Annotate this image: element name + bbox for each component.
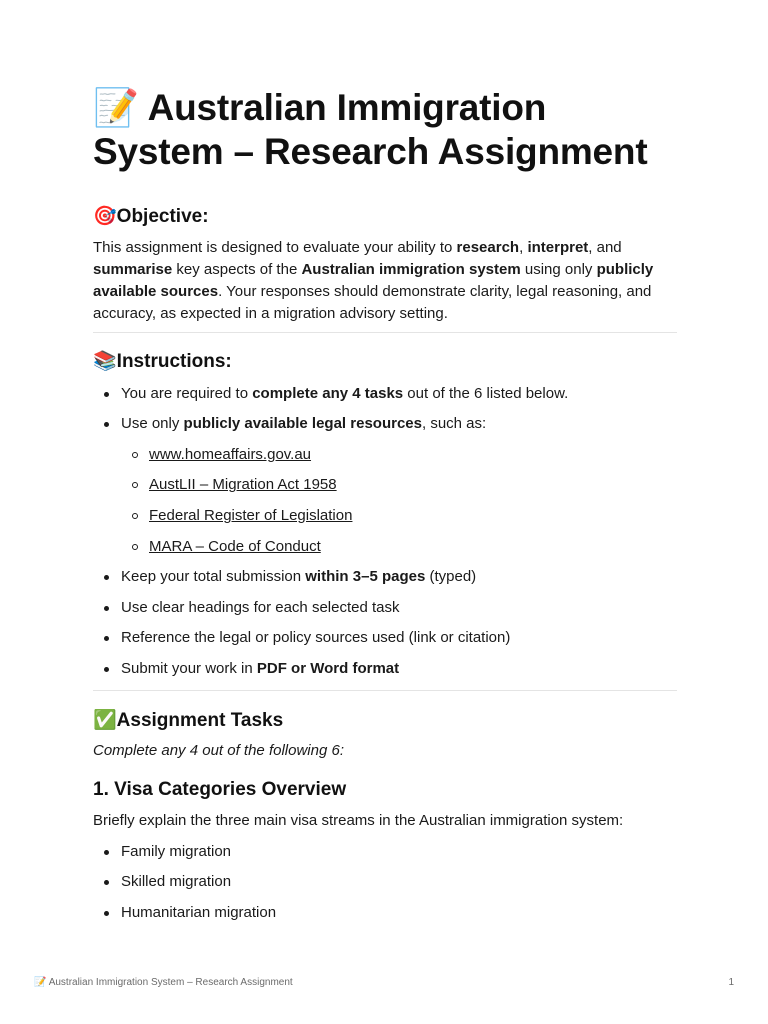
objective-paragraph (93, 237, 677, 325)
divider (93, 332, 677, 333)
check-mark-icon: ✅ (93, 708, 117, 731)
divider (93, 690, 677, 691)
objective-text: key aspects of the (172, 261, 302, 278)
objective-bold: summarise (93, 261, 173, 278)
objective-text: using only (520, 261, 597, 278)
link-austlii[interactable]: AustLII – Migration Act 1958 (149, 476, 337, 494)
list-item (121, 474, 677, 496)
objective-text: , and (588, 239, 622, 256)
tasks-subtitle: Complete any 4 out of the following 6: (93, 741, 344, 759)
item-bold: within 3–5 pages (305, 568, 426, 586)
task-1-title: 1. Visa Categories Overview (93, 778, 347, 800)
books-icon: 📚 (93, 350, 117, 372)
instructions-heading-text: Instructions: (116, 351, 232, 372)
list-item (121, 536, 677, 558)
page-title (93, 86, 677, 174)
document-page (93, 86, 677, 924)
task-1-description: Briefly explain the three main visa streams in the Australian immigration system: (93, 811, 624, 829)
instructions-section (93, 349, 677, 691)
list-item: Skilled migration (93, 871, 677, 893)
objective-heading-text: Objective: (116, 206, 209, 227)
instructions-heading (93, 349, 677, 374)
list-item: Humanitarian migration (93, 902, 677, 924)
objective-bold: publicly available sources (93, 261, 654, 300)
objective-bold: Australian immigration system (301, 261, 521, 278)
list-item (93, 566, 677, 588)
list-item (93, 627, 677, 649)
objective-bold: research (456, 239, 520, 256)
objective-text: This assignment is designed to evaluate your ability to (93, 239, 457, 256)
item-text: , such as: (421, 415, 487, 433)
link-federal-register[interactable]: Federal Register of Legislation (149, 506, 353, 524)
list-item (93, 383, 677, 405)
memo-icon: 📝 (34, 977, 47, 988)
item-text: (typed) (425, 568, 477, 586)
item-text: Reference the legal or policy sources used (link or citation) (121, 629, 511, 647)
list-item (93, 658, 677, 680)
item-bold: PDF or Word format (256, 659, 400, 677)
task-1-list (93, 841, 677, 924)
item-text: Use clear headings for each selected task (121, 598, 400, 616)
list-item: Family migration (93, 841, 677, 863)
list-item (121, 444, 677, 466)
list-item (93, 413, 677, 557)
footer-title-text: Australian Immigration System – Research Assignment (48, 977, 293, 988)
list-item (121, 505, 677, 527)
objective-section (93, 204, 677, 333)
tasks-heading (93, 708, 677, 733)
tasks-heading-text: Assignment Tasks (116, 709, 284, 731)
link-homeaffairs[interactable]: www.homeaffairs.gov.au (149, 445, 312, 463)
memo-icon: 📝 (93, 86, 139, 129)
link-mara[interactable]: MARA – Code of Conduct (149, 537, 321, 555)
instructions-list (93, 383, 677, 680)
item-text: You are required to (121, 384, 253, 402)
item-text: out of the 6 listed below. (403, 384, 569, 402)
item-text: Keep your total submission (121, 568, 306, 586)
item-bold: complete any 4 tasks (252, 384, 404, 402)
item-bold: publicly available legal resources (183, 415, 422, 433)
tasks-section (93, 708, 677, 924)
page-title-text: Australian Immigration System – Research Assignment (93, 87, 648, 172)
footer-title (34, 977, 293, 989)
objective-bold: interpret (527, 239, 589, 256)
list-item (93, 597, 677, 619)
page-number: 1 (728, 977, 734, 988)
item-text: Use only (121, 415, 184, 433)
objective-text: , (519, 239, 528, 256)
item-text: Submit your work in (121, 659, 257, 677)
objective-heading (93, 204, 677, 229)
resource-links-list (121, 444, 677, 558)
objective-text: . Your responses should demonstrate clarity, legal reasoning, and accuracy, as expected in a migration advisory setting. (93, 283, 652, 322)
target-icon: 🎯 (93, 205, 117, 227)
